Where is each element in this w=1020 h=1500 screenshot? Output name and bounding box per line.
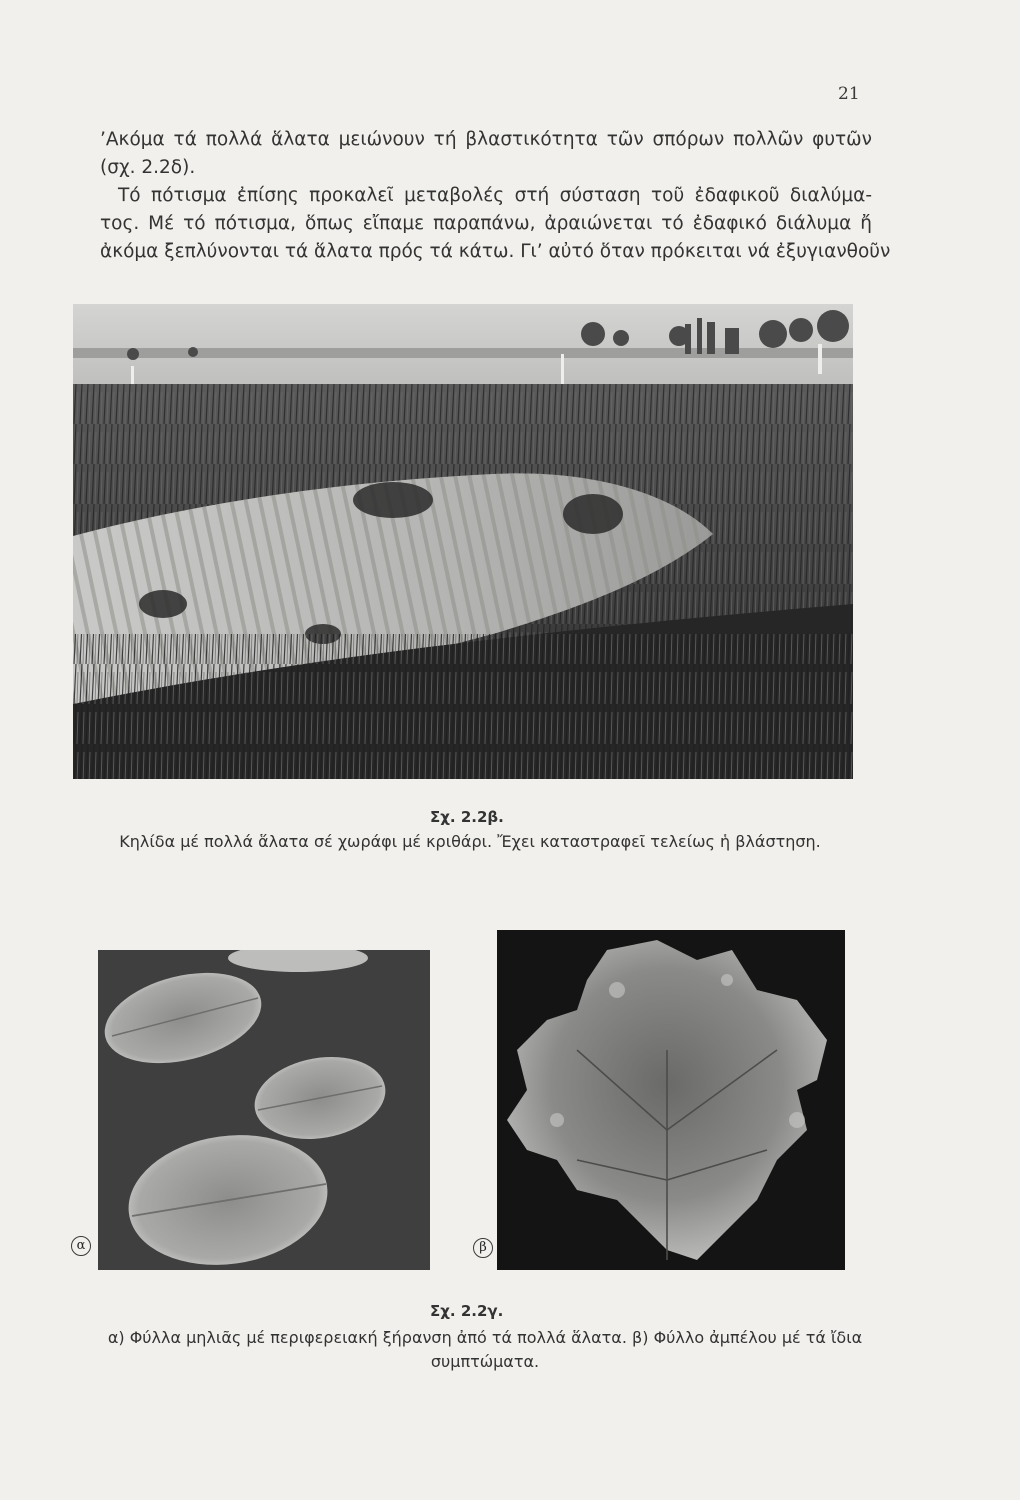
page-number: 21 [838,84,860,104]
apple-leaves-photo [98,950,430,1270]
barley-field-photo [73,304,853,779]
figure-caption-line: συμπτώματα. [430,1352,540,1371]
body-line: ’Ακόμα τά πολλά ἅλατα μειώνουν τή βλαστικότητα τῶν σπόρων πολλῶν φυτῶν [100,129,872,150]
figure-label: Σχ. 2.2γ. [430,1302,504,1320]
subfigure-a-badge: α [71,1236,91,1256]
figure-label: Σχ. 2.2β. [430,808,504,826]
body-line: τος. Μέ τό πότισμα, ὅπως εἴπαμε παραπάνω, ἀραιώνεται τό ἐδαφικό διάλυμα ἤ [100,213,872,234]
body-line: Τό πότισμα ἐπίσης προκαλεῖ μεταβολές στή σύσταση τοῦ ἐδαφικοῦ διαλύμα- [118,185,872,206]
body-paragraph [100,126,891,266]
vine-leaf-photo [497,930,845,1270]
figure-caption: Κηλίδα μέ πολλά ἅλατα σέ χωράφι μέ κριθάρι. Ἔχει καταστραφεῖ τελείως ἡ βλάστηση. [119,832,821,851]
body-line: (σχ. 2.2δ). [100,157,196,178]
figure-caption-line: α) Φύλλα μηλιᾶς μέ περιφερειακή ξήρανση ἀπό τά πολλά ἅλατα. β) Φύλλο ἀμπέλου μέ τά ἴδια [107,1328,863,1347]
body-line: ἀκόμα ξεπλύνονται τά ἅλατα πρός τά κάτω. Γι’ αὐτό ὅταν πρόκειται νά ἐξυγιανθοῦν [100,241,891,262]
subfigure-b-badge: β [473,1238,493,1258]
figure-caption [40,1326,930,1374]
